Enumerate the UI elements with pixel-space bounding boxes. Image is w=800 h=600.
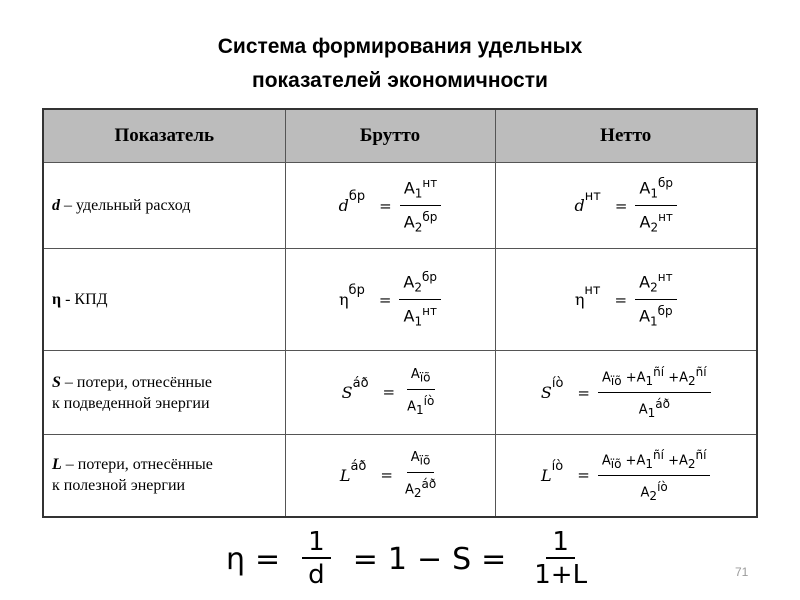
netto-formula-cell [495, 435, 757, 517]
table-row [43, 163, 757, 249]
indicator-description-line2: к полезной энергии [52, 477, 186, 495]
brutto-formula: d бр = $\frac{A_1^{нт}}{A_2^{бр}}$ [339, 172, 442, 238]
brutto-formula: η бр = $\frac{A_2^{бр}}{A_1^{нт}}$ [339, 266, 441, 332]
brutto-formula: S áð = $\frac{A_{ïõ}}{A_1^{íò}}$ [342, 364, 439, 421]
netto-formula: d нт = $\frac{A_1^{бр}}{A_2^{нт}}$ [574, 172, 677, 238]
netto-formula-cell [495, 351, 757, 435]
summary-formula [226, 524, 605, 594]
title-line-2: показателей экономичности [252, 69, 548, 92]
title-line-1: Система формирования удельных [217, 35, 583, 58]
indicator-cell [43, 351, 285, 435]
formula-lhs-sup: нт [584, 189, 601, 204]
indicator-symbol: d [52, 197, 60, 214]
fraction: $\frac{A_1^{бр}}{A_2^{нт}}$ [635, 172, 677, 238]
formula-lhs-sup: бр [348, 189, 366, 204]
equals-sign: = [255, 541, 281, 577]
formula-lhs-sup: íò [551, 458, 564, 474]
indicators-table [42, 108, 758, 518]
fraction-one-over-d: $\frac{1}{d}$ [302, 527, 331, 591]
fraction: $\frac{A_2^{нт}}{A_1^{бр}}$ [635, 266, 677, 332]
formula-lhs-sup: бр [348, 283, 365, 298]
header-indicator: Показатель [43, 109, 285, 163]
fraction: $\frac{A_{ïõ}}{A_2^{áð}}$ [401, 447, 440, 504]
indicator-description: – удельный расход [60, 197, 191, 214]
formula-lhs: L [339, 465, 351, 485]
netto-formula-cell [495, 249, 757, 351]
brutto-formula-cell [285, 435, 495, 517]
one: 1 [387, 541, 407, 577]
formula-lhs: η [338, 290, 349, 309]
table-header-row [43, 109, 757, 163]
formula-lhs-sup: íò [551, 376, 564, 391]
netto-formula: S íò = $\frac{A_{ïõ} +A_1^{ñí} +A_2^{ñí}}{A_1^{áð}}$ [541, 361, 711, 424]
formula-lhs: S [341, 382, 353, 402]
netto-formula-cell [495, 163, 757, 249]
formula-lhs: L [541, 465, 552, 485]
header-brutto: Брутто [285, 109, 495, 163]
brutto-formula-cell [285, 163, 495, 249]
indicator-cell [43, 249, 285, 351]
table-row [43, 351, 757, 435]
indicator-symbol: η [52, 291, 62, 308]
formula-lhs-sup: áð [352, 375, 369, 391]
indicator-description: – потери, отнесённые [60, 373, 212, 391]
table-row [43, 435, 757, 517]
brutto-formula: L áð = $\frac{A_{ïõ}}{A_2^{áð}}$ [340, 447, 440, 504]
equals-sign: = [481, 541, 507, 577]
netto-formula: L íò = $\frac{A_{ïõ} +A_1^{ñí} +A_2^{ñí}}{A_2^{íò}}$ [541, 444, 710, 507]
indicator-description-line2: к подведенной энергии [52, 394, 210, 412]
header-netto: Нетто [495, 109, 757, 163]
table-row [43, 249, 757, 351]
minus-sign: − [416, 541, 443, 577]
page-number: 71 [735, 565, 749, 579]
fraction: $\frac{A_2^{бр}}{A_1^{нт}}$ [399, 266, 441, 332]
fraction: $\frac{A_{ïõ} +A_1^{ñí} +A_2^{ñí}}{A_2^{íò}}$ [598, 444, 711, 507]
formula-lhs: d [574, 196, 585, 215]
s-symbol: S [452, 541, 472, 577]
eta-symbol: η [226, 541, 246, 577]
formula-lhs: S [540, 383, 552, 402]
fraction: $\frac{A_{ïõ}}{A_1^{íò}}$ [403, 364, 438, 421]
indicator-cell [43, 163, 285, 249]
formula-lhs-sup: áð [350, 458, 367, 474]
indicator-cell [43, 435, 285, 517]
slide-title [0, 30, 800, 98]
fraction-one-over-one-plus-l: $\frac{1}{1+L}$ [534, 527, 588, 590]
formula-lhs: η [574, 290, 585, 309]
indicator-description: – потери, отнесённые [61, 456, 213, 474]
indicator-description: - КПД [61, 291, 108, 308]
indicator-symbol: L [52, 456, 62, 474]
brutto-formula-cell [285, 249, 495, 351]
brutto-formula-cell [285, 351, 495, 435]
netto-formula: η нт = $\frac{A_2^{нт}}{A_1^{бр}}$ [575, 266, 677, 332]
fraction: $\frac{A_1^{нт}}{A_2^{бр}}$ [400, 172, 442, 238]
formula-lhs-sup: нт [584, 283, 601, 298]
fraction: $\frac{A_{ïõ} +A_1^{ñí} +A_2^{ñí}}{A_1^{áð}}$ [598, 361, 711, 424]
equals-sign: = [352, 541, 378, 577]
indicator-symbol: S [52, 373, 61, 391]
formula-lhs: d [338, 196, 349, 215]
